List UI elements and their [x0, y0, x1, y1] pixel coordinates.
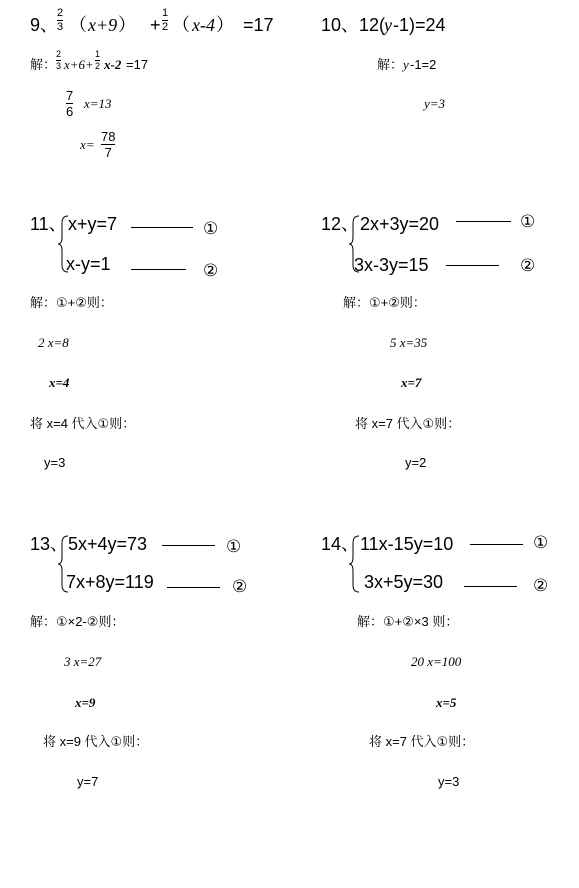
step-1: 5 x=35 — [390, 335, 428, 350]
circled-two-label: ② — [203, 261, 219, 281]
equation-1: 11x-15y=10 — [360, 534, 454, 554]
equation-1: 5x+4y=73 — [68, 534, 148, 554]
step2-fraction — [66, 89, 73, 118]
circled-one-label: ① — [226, 537, 242, 557]
solution-middle: x+6+ — [64, 57, 94, 72]
problem-14-label: 14、 — [321, 534, 360, 554]
paren-open: （ — [69, 15, 87, 35]
problem-9-label: 9、 — [30, 15, 59, 35]
fraction-denominator: 3 — [57, 21, 64, 33]
substitution-text: 将 x=4 代入①则： — [30, 416, 136, 431]
leader-line — [456, 221, 511, 222]
expression-x-minus-4: x-4 — [192, 15, 215, 35]
expression-x-plus-9: x+9 — [88, 15, 118, 35]
equals-17: =17 — [243, 15, 274, 35]
fraction-numerator: 1 — [95, 49, 101, 59]
equation-2: x-y=1 — [66, 254, 111, 274]
leader-line — [131, 227, 193, 228]
step-1: 20 x=100 — [411, 654, 462, 669]
solution-text: 解：①×2-②则： — [30, 614, 125, 629]
fraction-denominator: 7 — [104, 145, 112, 160]
fraction-denominator: 6 — [66, 104, 74, 119]
result: y=3 — [438, 774, 460, 789]
solution-text: 解：①+②则： — [30, 295, 113, 310]
step3-fraction — [101, 130, 115, 159]
fraction-numerator: 7 — [66, 88, 74, 103]
problem-9-fraction-a — [57, 8, 63, 33]
circled-one-label: ① — [533, 533, 549, 553]
equation-1: 2x+3y=20 — [360, 214, 440, 234]
solution-fraction-b — [95, 50, 100, 71]
circled-two-label: ② — [533, 576, 549, 596]
circled-one-label: ① — [520, 212, 536, 232]
step-2: x=7 — [401, 375, 422, 390]
solution-prefix: 解： — [377, 57, 404, 72]
equation-1: x+y=7 — [68, 214, 118, 234]
problem-12-label: 12、 — [321, 214, 360, 234]
solution-text: 解：①+②则： — [343, 295, 426, 310]
step-2: x=9 — [75, 695, 96, 710]
fraction-denominator: 2 — [95, 61, 101, 71]
leader-line — [167, 587, 220, 588]
leader-line — [446, 265, 499, 266]
leader-line — [470, 544, 523, 545]
result: y=3 — [424, 96, 446, 111]
fraction-numerator: 78 — [101, 129, 116, 144]
leader-line — [162, 545, 215, 546]
fraction-denominator: 3 — [56, 61, 62, 71]
leader-line — [464, 586, 517, 587]
result: y=2 — [405, 455, 427, 470]
step3-variable: x= — [80, 137, 95, 152]
paren-close: ） — [118, 15, 136, 35]
solution-prefix: 解： — [30, 57, 57, 72]
circled-two-label: ② — [520, 256, 536, 276]
solution-variable: y — [403, 57, 409, 72]
problem-10-rest: -1)=24 — [393, 15, 446, 35]
paren-open: （ — [172, 15, 190, 35]
equation-2: 3x+5y=30 — [364, 572, 444, 592]
problem-10-label: 10、12( — [321, 15, 386, 35]
substitution-text: 将 x=7 代入①则： — [369, 734, 475, 749]
problem-11-label: 11、 — [30, 214, 67, 234]
step-1: 2 x=8 — [38, 335, 69, 350]
result: y=3 — [44, 455, 66, 470]
paren-close: ） — [216, 15, 234, 35]
substitution-text: 将 x=9 代入①则： — [43, 734, 149, 749]
result: y=7 — [77, 774, 99, 789]
solution-end: x-2 — [104, 57, 122, 72]
step-2: x=5 — [436, 695, 457, 710]
fraction-numerator: 2 — [56, 49, 62, 59]
solution-equals: =17 — [126, 57, 149, 72]
circled-one-label: ① — [203, 219, 219, 239]
solution-fraction-a — [56, 50, 61, 71]
solution-text: 解：①+②×3 则： — [357, 614, 459, 629]
substitution-text: 将 x=7 代入①则： — [355, 416, 461, 431]
circled-two-label: ② — [232, 577, 248, 597]
fraction-numerator: 2 — [57, 7, 64, 19]
fraction-denominator: 2 — [162, 21, 169, 33]
variable-y: y — [384, 15, 392, 35]
plus-sign: + — [150, 15, 161, 35]
leader-line — [131, 269, 186, 270]
equation-2: 3x-3y=15 — [354, 255, 429, 275]
step2-equation: x=13 — [84, 96, 112, 111]
fraction-numerator: 1 — [162, 7, 169, 19]
step-1: 3 x=27 — [64, 654, 102, 669]
equation-2: 7x+8y=119 — [66, 572, 154, 592]
solution-equation: -1=2 — [410, 57, 437, 72]
problem-9-fraction-b — [162, 8, 168, 33]
brace-icon — [348, 535, 360, 593]
problem-13-label: 13、 — [30, 534, 69, 554]
step-2: x=4 — [49, 375, 70, 390]
